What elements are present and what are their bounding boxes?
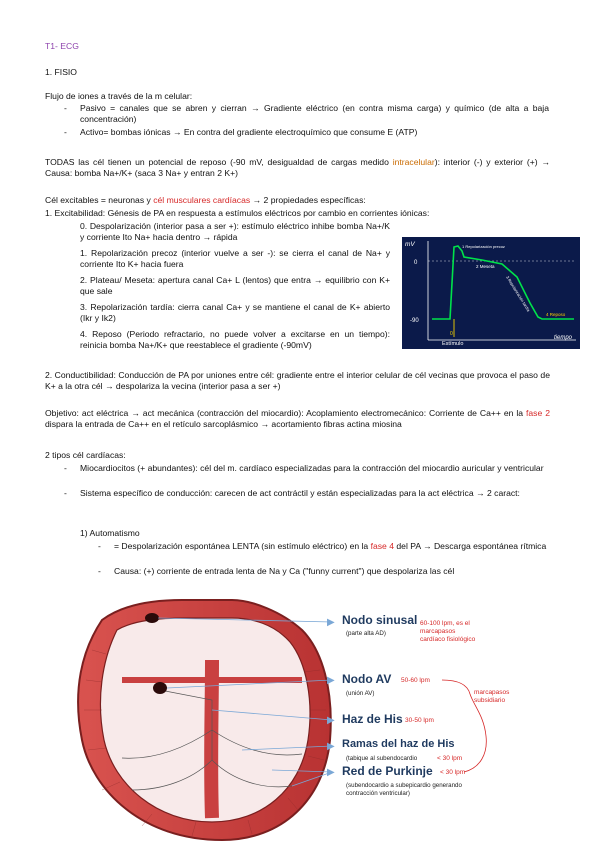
excitabilidad-title: 1. Excitabilidad: Génesis de PA en respuesta a estímulos eléctricos por cambio en corrientes iónicas: (45, 208, 430, 218)
arrowhead-icon: ▶ (327, 715, 335, 726)
phase-2: 2. Plateau/ Meseta: apertura canal Ca+ L (lentos) que entra → equilibrio con K+ que sale (80, 275, 390, 296)
action-potential-chart (402, 237, 580, 349)
note-ramas-his: < 30 lpm (437, 755, 463, 762)
list-item: - Miocardiocitos (+ abundantes): cél del m. cardíaco especializadas para la contracción del miocardio auricular y ventricular (64, 463, 550, 474)
label-nodo-av: Nodo AV (342, 672, 392, 686)
chart-y90: -90 (410, 318, 419, 324)
list-item: - Sistema específico de conducción: carecen de act contráctil y están especializadas para la act eléctrica → 2 caract: (64, 488, 550, 499)
label-haz-his: Haz de His (342, 712, 403, 726)
chart-label-4: 4 Reposo (546, 312, 566, 317)
paragraph-excitables: Cél excitables = neuronas y cél musculares cardíacas → 2 propiedades específicas: (45, 195, 366, 205)
arrowhead-icon: ▶ (327, 767, 335, 778)
chart-phase-0: 0 (450, 331, 453, 337)
paragraph-conductibilidad: 2. Conductibilidad: Conducción de PA por uniones entre cél: gradiente entre el interior celular de cél vecinas que provoca el paso de K+ a la otra cél → despolariza la vecina (interior pasa a ser +) (45, 370, 550, 391)
sub-nodo-sinusal: (parte alta AD) (346, 630, 386, 637)
automatismo-item-2: Causa: (+) corriente de entrada lenta de Na y Ca ("funny current") que despolariza las cél (114, 566, 455, 576)
flujo-item-2: Activo= bombas iónicas → En contra del gradiente electroquímico que consume E (ATP) (80, 127, 418, 137)
automatismo-title: 1) Automatismo (80, 528, 140, 538)
paragraph-objetivo: Objetivo: act eléctrica → act mecánica (contracción del miocardio): Acoplamiento electromecánico: Corriente de Ca++ en la fase 2 dispara la entrada de Ca++ en el retículo sarcoplásmico → acortamiento fibras actina miosina (45, 408, 550, 429)
doc-heading: T1- ECG (45, 41, 79, 51)
phase-4: 4. Reposo (Periodo refractario, no puede volver a excitarse en un tiempo): reinicia bomba Na+/K+ que reestablece el gradiente (-90mV) (80, 329, 390, 350)
arrowhead-icon: ▶ (327, 675, 335, 686)
arrowhead-icon: ▶ (327, 741, 335, 752)
automatismo-item-1: = Despolarización espontánea LENTA (sin estímulo eléctrico) en la fase 4 del PA → Descarga espontánea rítmica (114, 541, 547, 551)
tipos-item-1: Miocardiocitos (+ abundantes): cél del m. cardíaco especializadas para la contracción del miocardio auricular y ventricular (80, 463, 544, 473)
note-nodo-sinusal: 60-100 lpm, es el marcapasos cardíaco fisiológico (420, 620, 476, 643)
chart-label-1: 1 Repolarización precoz (462, 244, 505, 249)
tipos-title: 2 tipos cél cardíacas: (45, 450, 126, 460)
flujo-item-1: Pasivo = canales que se abren y cierran → Gradiente eléctrico (en contra misma carga) y químico (de alta a baja concentración) (80, 103, 549, 124)
list-item: - Pasivo = canales que se abren y cierran → Gradiente eléctrico (en contra misma carga) y químico (de alta a baja concentración) (64, 103, 549, 124)
phase-1: 1. Repolarización precoz (interior vuelve a ser -): se cierra el canal de Na+ y corriente Ito K+ hacia fuera (80, 248, 390, 269)
sub-ramas-his: (tabique al subendocardio (346, 755, 418, 762)
nodo-sinusal-marker (145, 613, 159, 623)
arrowhead-icon: ▶ (327, 617, 335, 628)
list-item: - Activo= bombas iónicas → En contra del gradiente electroquímico que consume E (ATP) (64, 127, 549, 138)
tipos-item-2: Sistema específico de conducción: carecen de act contráctil y están especializadas para la act eléctrica → 2 caract: (80, 488, 520, 498)
phase-3: 3. Repolarización tardía: cierra canal Ca+ y se mantiene el canal de K+ abierto (Ikr y Ik2) (80, 302, 390, 323)
nodo-av-marker (153, 682, 167, 694)
paragraph-reposo: TODAS las cél tienen un potencial de reposo (-90 mV, desigualdad de cargas medido intracelular): interior (-) y exterior (+) → Causa: bomba Na+/K+ (saca 3 Na+ y entran 2 K+) (45, 157, 551, 178)
list-item: - Causa: (+) corriente de entrada lenta de Na y Ca ("funny current") que despolariza las cél (98, 566, 550, 577)
note-haz-his: 30-50 lpm (405, 717, 434, 724)
chart-y0: 0 (414, 260, 418, 266)
sub-purkinje: (subendocardio a subepicardio generando contracción ventricular) (346, 782, 462, 797)
section-title-fisio: 1. FISIO (45, 67, 77, 77)
chart-xlabel: tiempo (554, 335, 573, 341)
note-purkinje: < 30 lpm (440, 769, 466, 776)
note-nodo-av: 50-60 lpm (401, 677, 430, 684)
label-nodo-sinusal: Nodo sinusal (342, 613, 418, 627)
label-purkinje: Red de Purkinje (342, 764, 433, 778)
chart-label-2: 2 Meseta (476, 264, 495, 269)
label-ramas-his: Ramas del haz de His (342, 738, 455, 750)
sub-nodo-av: (unión AV) (346, 690, 375, 697)
phase-0: 0. Despolarización (interior pasa a ser +): estímulo eléctrico inhibe bomba Na+/K y corriente Ito Na+ hacia dentro → rápida (80, 221, 390, 242)
list-item: - = Despolarización espontánea LENTA (sin estímulo eléctrico) en la fase 4 del PA → Descarga espontánea rítmica (98, 541, 550, 552)
flujo-intro: Flujo de iones a través de la m celular: (45, 91, 193, 101)
chart-ylabel: mV (405, 241, 415, 248)
chart-stimulus: Estímulo (442, 341, 464, 347)
note-subsidiario: marcapasos subsidiario (474, 689, 510, 704)
chart-label-3: 3 Repolarización tardía (505, 274, 532, 313)
heart-illustration (62, 590, 342, 848)
